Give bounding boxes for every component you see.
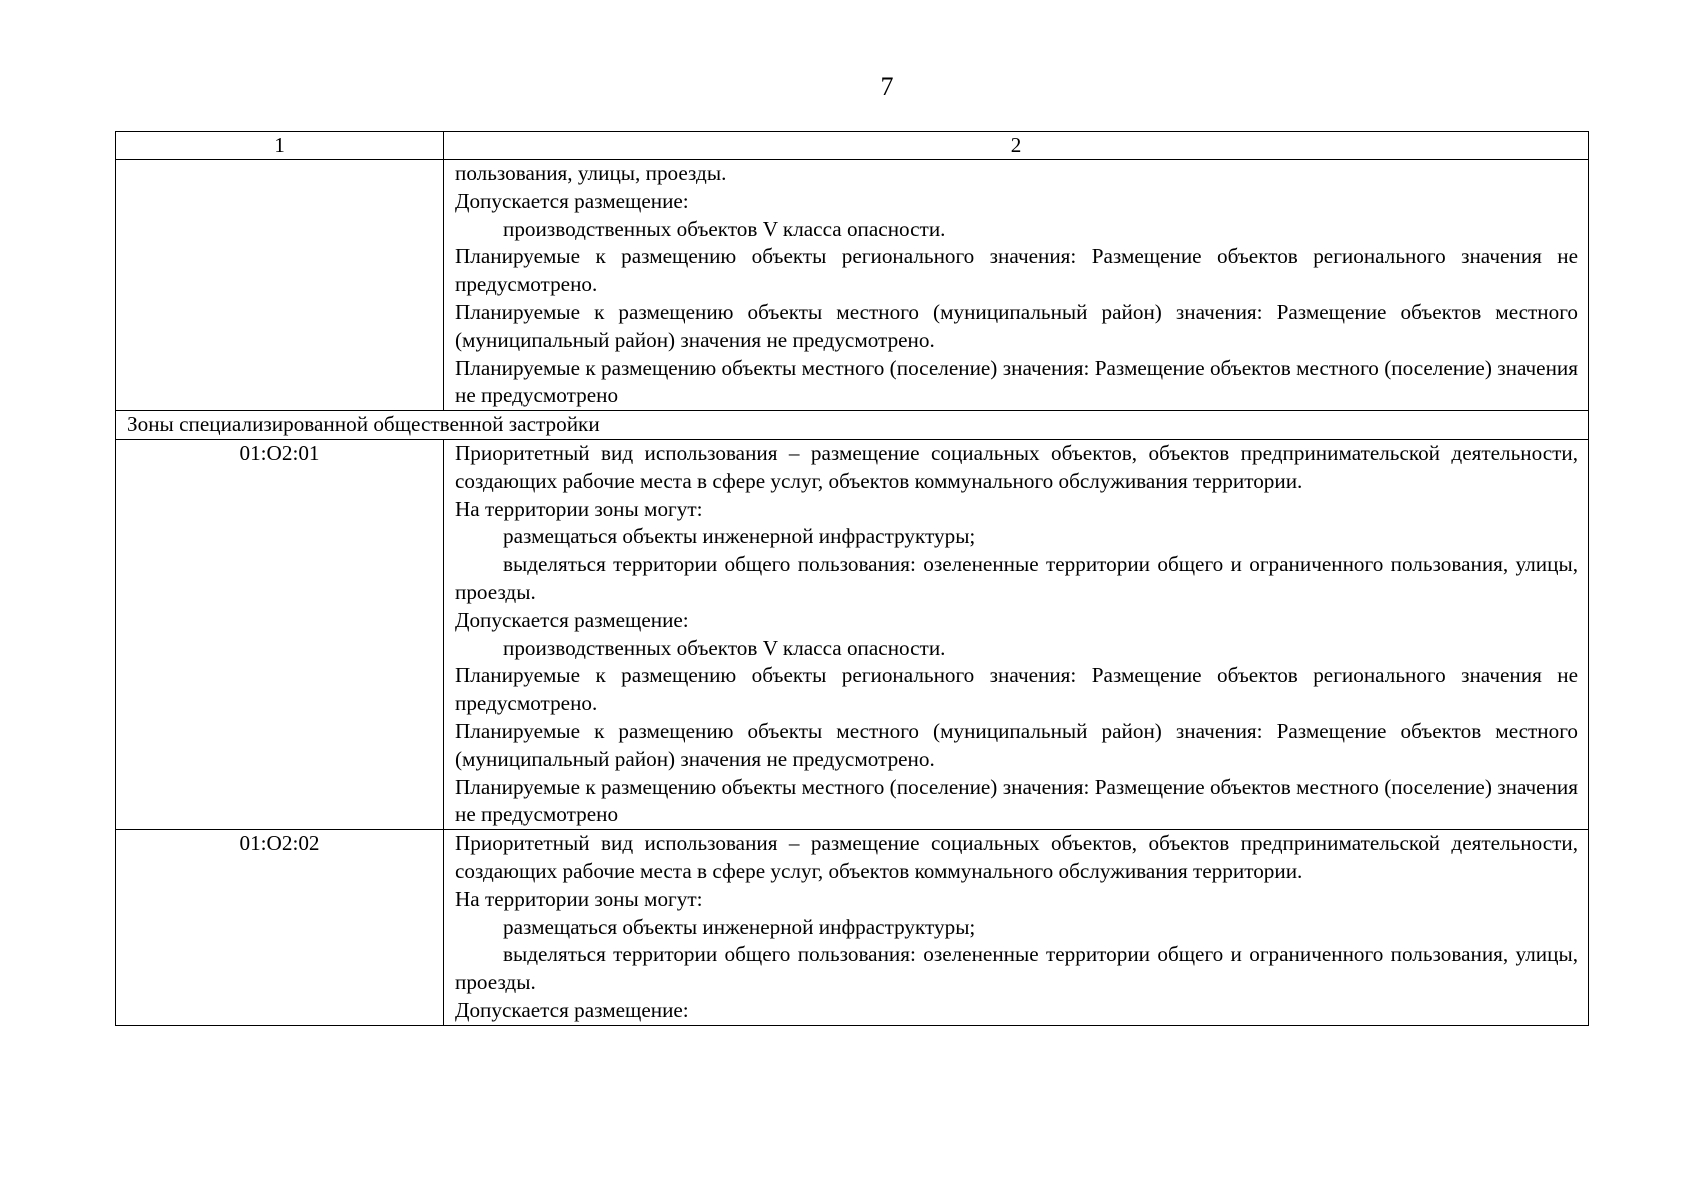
zone-code-cell: 01:О2:01 [116, 439, 444, 829]
page-number: 7 [880, 72, 894, 101]
description-paragraph: Допускается размещение: [455, 607, 689, 632]
description-paragraph: Приоритетный вид использования – размещение социальных объектов, объектов предпринимательской деятельности, создающих рабочие места в сфере услуг, объектов коммунального обслуживания территории. [455, 440, 1578, 493]
description-paragraph: На территории зоны могут: [455, 496, 703, 521]
description-paragraph: На территории зоны могут: [455, 886, 703, 911]
column-header-2: 2 [444, 132, 1589, 160]
section-row [116, 411, 1589, 440]
description-paragraph: Планируемые к размещению объекты местного (поселение) значения: Размещение объектов местного (поселение) значения не предусмотрено [455, 774, 1578, 827]
description-paragraph: Планируемые к размещению объекты местного (поселение) значения: Размещение объектов местного (поселение) значения не предусмотрено [455, 355, 1578, 408]
description-paragraph: размещаться объекты инженерной инфраструктуры; [503, 524, 976, 549]
description-paragraph: Планируемые к размещению объекты регионального значения: Размещение объектов регионального значения не предусмотрено. [455, 244, 1578, 297]
description-paragraph: Допускается размещение: [455, 188, 689, 213]
table-row [116, 439, 1589, 829]
column-header-1: 1 [116, 132, 444, 160]
table-header-row [116, 132, 1589, 160]
zone-description-cell [444, 830, 1589, 1026]
description-paragraph: Планируемые к размещению объекты регионального значения: Размещение объектов регионального значения не предусмотрено. [455, 663, 1578, 716]
description-paragraph: выделяться территории общего пользования: озелененные территории общего и ограниченного пользования, улицы, проезды. [455, 942, 1578, 995]
zone-code-cell [116, 160, 444, 411]
description-paragraph: размещаться объекты инженерной инфраструктуры; [503, 914, 976, 939]
zone-description-cell [444, 439, 1589, 829]
zone-code-cell: 01:О2:02 [116, 830, 444, 1026]
description-paragraph: выделяться территории общего пользования: озелененные территории общего и ограниченного пользования, улицы, проезды. [455, 552, 1578, 604]
zones-table [115, 131, 1589, 1026]
description-paragraph: Приоритетный вид использования – размещение социальных объектов, объектов предпринимательской деятельности, создающих рабочие места в сфере услуг, объектов коммунального обслуживания территории. [455, 831, 1578, 883]
zone-description-cell [444, 160, 1589, 411]
description-paragraph: Допускается размещение: [455, 997, 689, 1022]
table-row [116, 830, 1589, 1026]
section-heading: Зоны специализированной общественной застройки [116, 411, 1589, 440]
description-paragraph: пользования, улицы, проезды. [455, 161, 727, 185]
description-paragraph: производственных объектов V класса опасности. [503, 635, 946, 660]
description-paragraph: Планируемые к размещению объекты местного (муниципальный район) значения: Размещение объектов местного (муниципальный район) значения не предусмотрено. [455, 718, 1578, 771]
description-paragraph: производственных объектов V класса опасности. [503, 216, 946, 241]
description-paragraph: Планируемые к размещению объекты местного (муниципальный район) значения: Размещение объектов местного (муниципальный район) значения не предусмотрено. [455, 299, 1578, 352]
table-row [116, 160, 1589, 411]
